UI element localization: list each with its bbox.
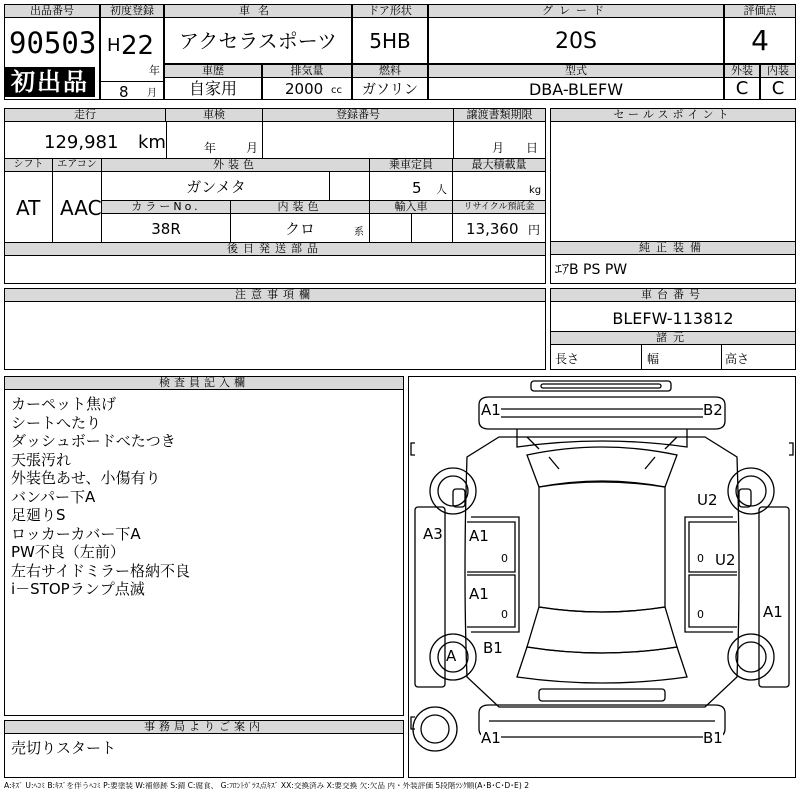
mark-left-fender: A3 — [423, 525, 443, 543]
max-load-unit: kg — [529, 185, 542, 196]
transfer-label: 譲渡書類期限 — [454, 109, 545, 122]
door-zero-mark: 0 — [501, 608, 508, 621]
grade-label: グレード — [429, 5, 723, 18]
inspector-box — [4, 376, 404, 716]
door-label: ドア形状 — [353, 5, 427, 18]
interior-color-label: 内装色 — [231, 201, 370, 214]
first-listing-badge: 初出品 — [5, 67, 95, 97]
score-label: 評価点 — [725, 5, 795, 18]
displacement-unit: cc — [331, 85, 342, 96]
color-no-label: カラーNo. — [102, 201, 231, 214]
car-name-label: 車名 — [165, 5, 351, 18]
later-parts-label: 後日発送部品 — [5, 243, 545, 256]
recycle-unit: 円 — [528, 223, 541, 237]
history-box — [164, 64, 262, 100]
interior-color: クロ — [284, 220, 315, 238]
door-box — [352, 4, 428, 64]
car-name: アクセラスポーツ — [179, 29, 337, 53]
grade-box — [428, 4, 724, 64]
mark-rear-right: B1 — [703, 729, 723, 747]
remark-line: 左右サイドミラー格納不良 — [11, 561, 190, 580]
dimensions-label: 諸元 — [551, 332, 795, 345]
max-load-label: 最大積載量 — [453, 159, 545, 172]
displacement: 2000 — [285, 80, 324, 98]
model-box — [428, 64, 724, 100]
exterior-color: ガンメタ — [186, 178, 246, 196]
history-label: 車歴 — [165, 65, 261, 78]
equipment: ｴｱB PS PW — [555, 262, 628, 278]
mileage-unit: km — [138, 132, 166, 153]
exterior-color-label: 外装色 — [102, 159, 370, 172]
office-box — [4, 720, 404, 778]
model-code: DBA-BLEFW — [528, 80, 624, 99]
width-label: 幅 — [647, 352, 660, 366]
exterior-grade-label: 外装 — [725, 65, 759, 78]
model-label: 型式 — [429, 65, 723, 78]
remark-line: 足廻りS — [11, 506, 66, 524]
sales-points-label: セールスポイント — [551, 109, 795, 122]
era-letter: H — [107, 35, 121, 56]
transfer-day-unit: 日 — [526, 141, 539, 155]
door-zero-mark: 0 — [697, 552, 704, 565]
door-type: 5HB — [369, 29, 411, 53]
inspector-label: 検査員記入欄 — [5, 377, 403, 390]
equipment-label: 純正装備 — [551, 242, 795, 255]
ac-type: AAC — [60, 196, 102, 220]
remark-line: i－STOPランプ点滅 — [11, 580, 145, 598]
inspection-year-unit: 年 — [204, 141, 217, 155]
displacement-label: 排気量 — [263, 65, 351, 78]
mark-front-right: B2 — [703, 401, 723, 419]
notes-label: 注意事項欄 — [5, 289, 545, 302]
office-message: 売切りスタート — [11, 739, 117, 757]
lot-number: 90503 — [9, 26, 97, 60]
displacement-box — [262, 64, 352, 100]
sales-points-box — [550, 108, 796, 284]
fuel-label: 燃料 — [353, 65, 427, 78]
score: 4 — [751, 24, 769, 57]
grade: 20S — [555, 29, 597, 54]
remark-line: PW不良（左前） — [11, 543, 125, 561]
mark-right-fender: U2 — [697, 491, 718, 509]
mileage: 129,981 — [44, 132, 119, 153]
reg-number-label: 登録番号 — [263, 109, 454, 122]
first-registration-box — [100, 4, 164, 100]
exterior-grade-box — [724, 64, 760, 100]
remark-line: シートへたり — [11, 413, 102, 432]
first-registration-label: 初度登録 — [101, 5, 163, 18]
first-registration-year: 22 — [121, 31, 155, 61]
remark-line: バンパー下A — [11, 487, 96, 506]
inspection-month-unit: 月 — [246, 141, 259, 155]
chassis-label: 車台番号 — [551, 289, 795, 302]
recycle-fee: 13,360 — [466, 220, 519, 238]
color-number: 38R — [151, 220, 181, 238]
length-label: 長さ — [555, 352, 580, 366]
ac-label: エアコン — [53, 159, 102, 172]
chassis-number: BLEFW-113812 — [612, 309, 734, 328]
mark-left-rear-wheel: A — [446, 647, 457, 665]
remark-line: カーペット焦げ — [11, 395, 117, 413]
capacity-label: 乗車定員 — [370, 159, 453, 172]
year-unit: 年 — [149, 64, 160, 77]
mark-left-front-door: A1 — [469, 527, 489, 545]
score-box — [724, 4, 796, 64]
month-unit: 月 — [147, 88, 157, 99]
height-label: 高さ — [725, 352, 750, 366]
mark-right-front-door: U2 — [715, 551, 736, 569]
mark-front-left: A1 — [481, 401, 501, 419]
capacity-unit: 人 — [436, 183, 447, 196]
vehicle-diagram — [409, 377, 795, 777]
history: 自家用 — [188, 79, 237, 98]
lot-number-label: 出品番号 — [5, 5, 99, 18]
mark-left-rear-door: A1 — [469, 585, 489, 603]
fuel-box — [352, 64, 428, 100]
capacity: 5 — [412, 179, 422, 197]
recycle-label: リサイクル預託金 — [453, 201, 545, 214]
interior-grade: C — [771, 78, 785, 99]
remark-line: 天張汚れ — [11, 450, 72, 469]
remark-line: ダッシュボードべたつき — [11, 432, 176, 450]
chassis-box — [550, 288, 796, 370]
interior-grade-label: 内装 — [761, 65, 795, 78]
mark-right-quarter: A1 — [763, 603, 783, 621]
shift: AT — [16, 196, 41, 220]
inspector-remarks — [11, 395, 190, 599]
fuel: ガソリン — [362, 82, 418, 98]
car-name-box — [164, 4, 352, 64]
shift-label: シフト — [5, 159, 53, 172]
exterior-grade: C — [735, 78, 749, 99]
transfer-month-unit: 月 — [492, 141, 505, 155]
legend-text: A:ｷｽﾞ U:ﾍｺﾐ B:ｷｽﾞを伴うﾍｺﾐ P:要塗装 W:補修跡 S:錆 C:腐食、 G:ﾌﾛﾝﾄｶﾞﾗｽ点ｷｽﾞ XX:交換済み X:要交換 欠:欠品 内・外装評価 5段階ﾗﾝｸ順(A･B･C･D･E) 2 — [4, 782, 530, 790]
door-zero-mark: 0 — [501, 552, 508, 565]
inspection-label: 車検 — [166, 109, 263, 122]
office-label: 事務局よりご案内 — [5, 721, 403, 734]
interior-grade-box — [760, 64, 796, 100]
first-registration-month: 8 — [119, 83, 129, 101]
remark-line: ロッカーカバー下A — [11, 524, 141, 543]
mark-left-quarter: B1 — [483, 639, 503, 657]
notes-box — [4, 288, 546, 370]
vehicle-diagram-box — [408, 376, 796, 778]
mileage-label: 走行 — [5, 109, 166, 122]
import-label: 輸入車 — [370, 201, 453, 214]
remark-line: 外装色あせ、小傷有り — [11, 469, 161, 487]
mark-rear-left: A1 — [481, 729, 501, 747]
door-zero-mark: 0 — [697, 608, 704, 621]
interior-color-unit: 系 — [354, 227, 364, 238]
